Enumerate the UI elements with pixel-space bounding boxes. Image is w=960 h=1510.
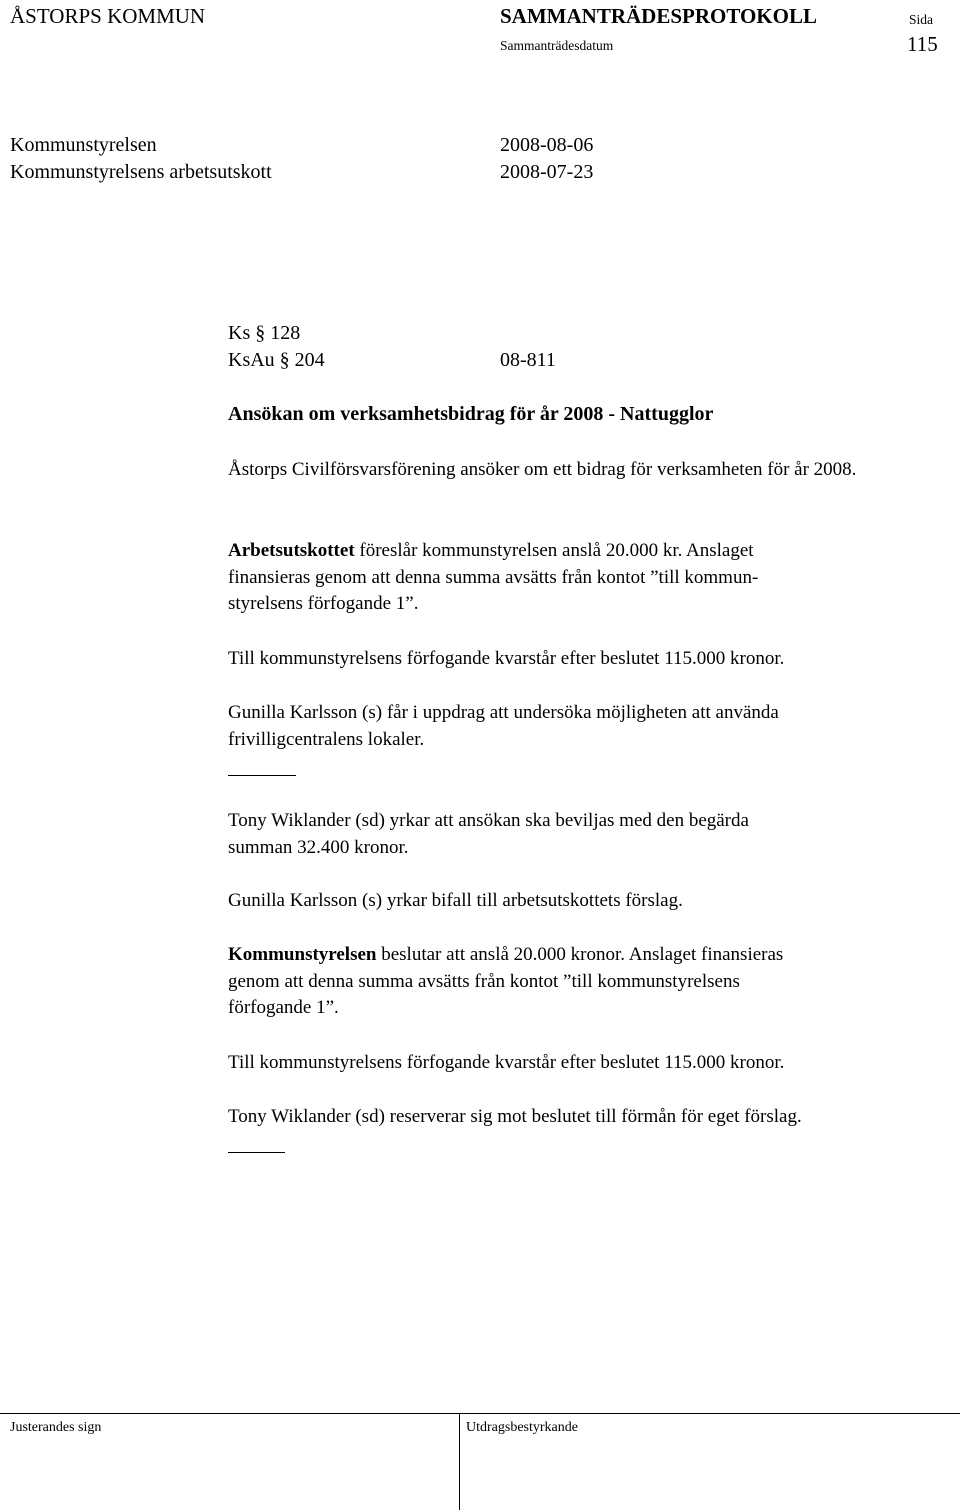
proposal-text-line3: styrelsens förfogande 1”. bbox=[228, 593, 419, 614]
decision-text-line1: beslutar att anslå 20.000 kronor. Anslaget finansieras bbox=[376, 944, 784, 965]
meeting-body-1: Kommunstyrelsen bbox=[10, 134, 157, 156]
document-title: Ansökan om verksamhetsbidrag för år 2008 - Nattugglor bbox=[228, 403, 714, 425]
proposal-text-line2: finansieras genom att denna summa avsätts från kontot ”till kommun- bbox=[228, 566, 759, 588]
paragraph-symbol-icon: § bbox=[255, 322, 266, 344]
remaining-funds-text: Till kommunstyrelsens förfogande kvarstår efter beslutet 115.000 kronor. bbox=[228, 648, 785, 669]
meeting-body-2: Kommunstyrelsens arbetsutskott bbox=[10, 161, 272, 183]
paragraph-motion-s bbox=[228, 888, 928, 915]
ks-label: Ks bbox=[228, 322, 251, 344]
decision-text-line2: genom att denna summa avsätts från kontot ”till kommunstyrelsens bbox=[228, 970, 740, 992]
meeting-date-2: 2008-07-23 bbox=[500, 161, 594, 183]
paragraph-symbol-icon: § bbox=[279, 349, 290, 371]
document-type: SAMMANTRÄDESPROTOKOLL bbox=[500, 4, 817, 28]
justerandes-sign-label: Justerandes sign bbox=[10, 1420, 102, 1435]
ksau-reference bbox=[228, 349, 325, 372]
paragraph-assignment bbox=[228, 700, 928, 753]
motion-sd-line1: Tony Wiklander (sd) yrkar att ansökan ska beviljas med den begärda bbox=[228, 810, 749, 831]
page-label: Sida bbox=[909, 12, 934, 27]
paragraph-text: Åstorps Civilförsvarsförening ansöker om ett bidrag för verksamheten för år 2008. bbox=[228, 459, 857, 480]
decision-subject: Kommunstyrelsen bbox=[228, 944, 377, 965]
motion-sd-line2: summan 32.400 kronor. bbox=[228, 836, 409, 858]
case-number: 08-811 bbox=[500, 349, 556, 371]
meeting-date-label: Sammanträdesdatum bbox=[500, 38, 614, 53]
reservation-text: Tony Wiklander (sd) reserverar sig mot beslutet till förmån för eget förslag. bbox=[228, 1106, 802, 1127]
paragraph-motion-sd bbox=[228, 808, 928, 861]
assignment-line1: Gunilla Karlsson (s) får i uppdrag att undersöka möjligheten att använda bbox=[228, 702, 779, 723]
organization-name: ÅSTORPS KOMMUN bbox=[10, 4, 206, 28]
paragraph-application bbox=[228, 457, 928, 484]
separator-line bbox=[228, 775, 296, 776]
end-separator-line bbox=[228, 1152, 285, 1153]
footer-rule bbox=[0, 1413, 960, 1414]
remaining-funds-final-text: Till kommunstyrelsens förfogande kvarstår efter beslutet 115.000 kronor. bbox=[228, 1052, 785, 1073]
ksau-number: 204 bbox=[294, 349, 325, 371]
ks-number: 128 bbox=[270, 322, 301, 344]
paragraph-proposal bbox=[228, 538, 928, 618]
paragraph-remaining-funds-final bbox=[228, 1050, 928, 1077]
proposal-text-line1: föreslår kommunstyrelsen anslå 20.000 kr. Anslaget bbox=[354, 540, 754, 561]
paragraph-decision bbox=[228, 942, 928, 1022]
footer-divider bbox=[459, 1413, 460, 1510]
utdragsbestyrkande-label: Utdragsbestyrkande bbox=[466, 1420, 578, 1435]
assignment-line2: frivilligcentralens lokaler. bbox=[228, 728, 425, 750]
meeting-date-1: 2008-08-06 bbox=[500, 134, 594, 156]
ksau-label: KsAu bbox=[228, 349, 275, 371]
decision-text-line3: förfogande 1”. bbox=[228, 997, 339, 1018]
ks-reference bbox=[228, 322, 300, 345]
motion-s-text: Gunilla Karlsson (s) yrkar bifall till arbetsutskottets förslag. bbox=[228, 890, 683, 911]
proposal-subject: Arbetsutskottet bbox=[228, 540, 355, 561]
paragraph-remaining-funds bbox=[228, 646, 928, 673]
paragraph-reservation bbox=[228, 1104, 928, 1131]
page-number: 115 bbox=[907, 32, 938, 56]
